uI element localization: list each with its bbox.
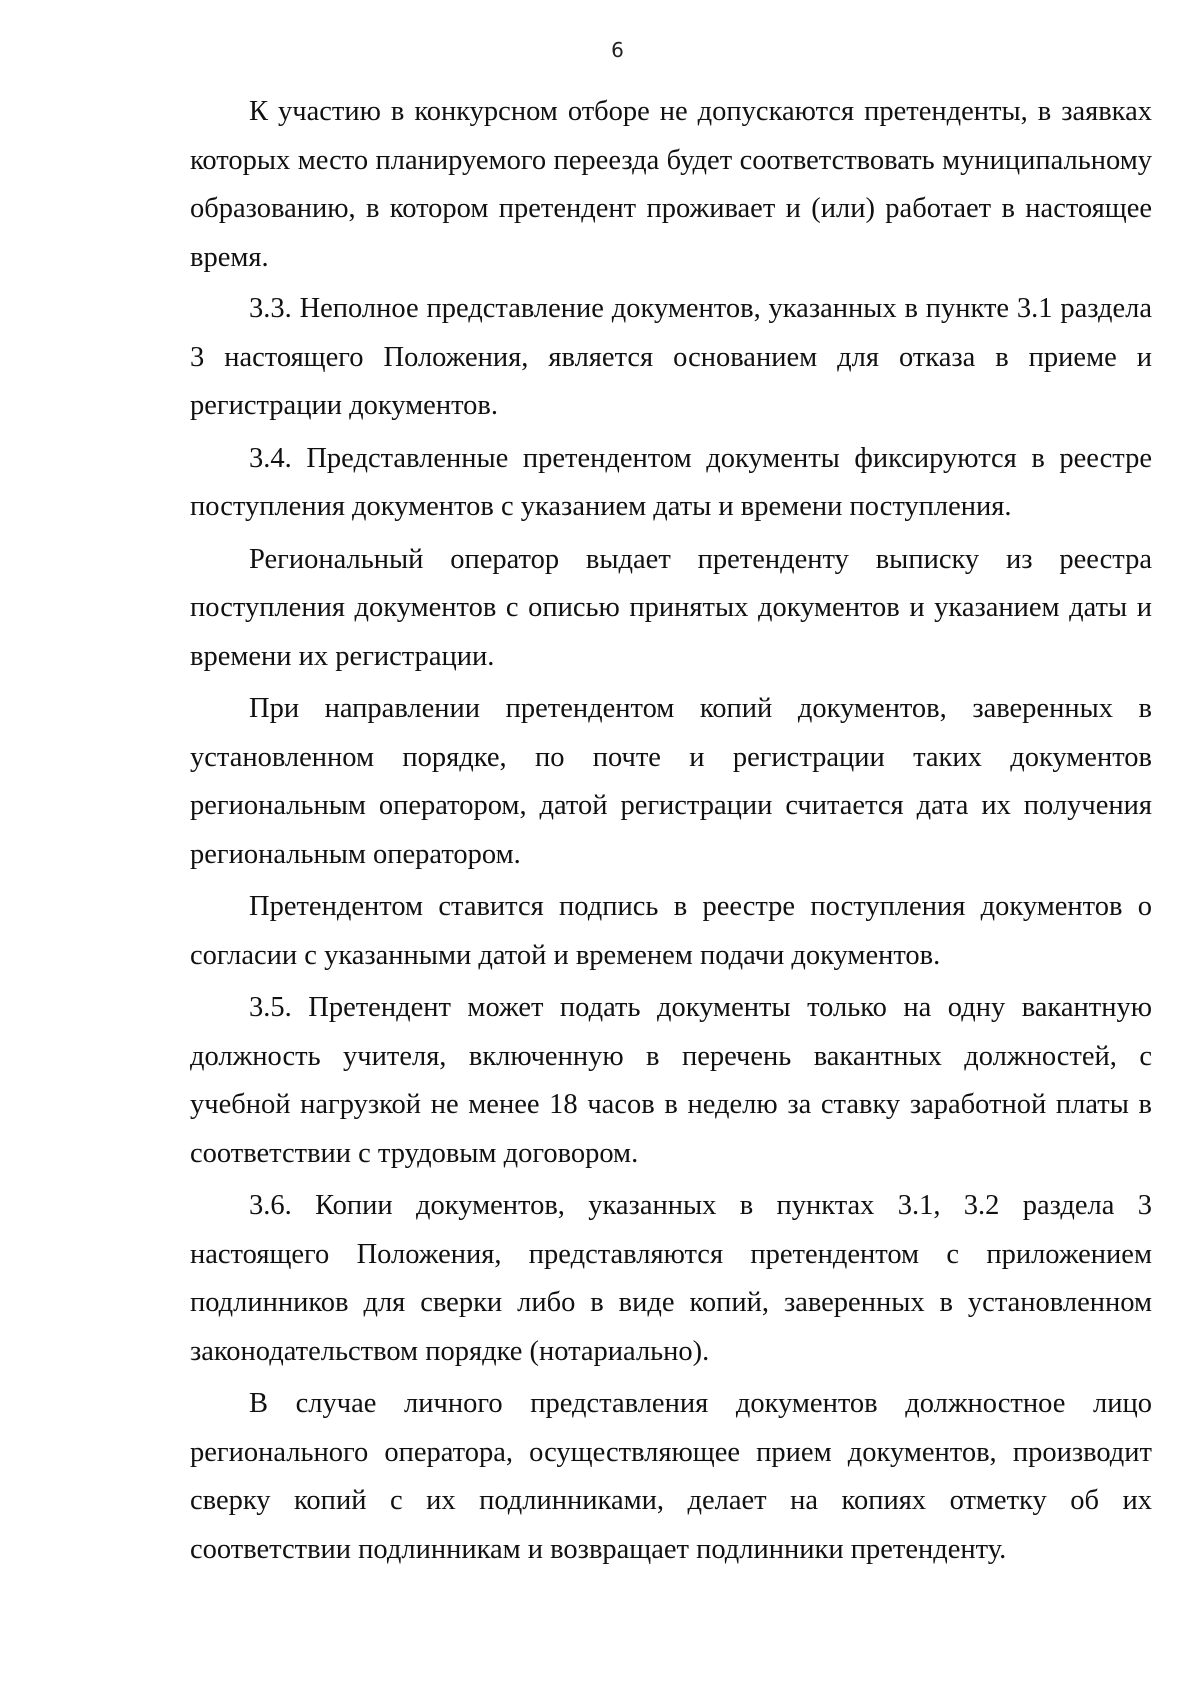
paragraph-admission-restriction: К участию в конкурсном отборе не допускаются претенденты, в заявках которых место планируемого переезда будет соответствовать муниципальному образованию, в котором претендент проживает и (или) работает в настоящее время. (190, 96, 1152, 273)
document-body (190, 88, 1152, 1574)
paragraph-3-4: 3.4. Представленные претендентом документы фиксируются в реестре поступления документов с указанием даты и времени поступления. (190, 442, 1152, 522)
paragraph-personal-submission: В случае личного представления документов должностное лицо регионального оператора, осуществляющее прием документов, производит сверку копий с их подлинниками, делает на копиях отметку об их соответствии подлинникам и возвращает подлинники претенденту. (190, 1388, 1152, 1565)
paragraph-postal-submission: При направлении претендентом копий документов, заверенных в установленном порядке, по почте и регистрации таких документов региональным оператором, датой регистрации считается дата их получения региональным оператором. (190, 693, 1152, 870)
paragraph-signature: Претендентом ставится подпись в реестре поступления документов о согласии с указанными датой и временем подачи документов. (190, 891, 1152, 971)
page-number: 6 (611, 38, 624, 62)
paragraph-3-6: 3.6. Копии документов, указанных в пунктах 3.1, 3.2 раздела 3 настоящего Положения, представляются претендентом с приложением подлинников для сверки либо в виде копий, заверенных в установленном законодательством порядке (нотариально). (190, 1190, 1152, 1367)
paragraph-registry-extract: Региональный оператор выдает претенденту выписку из реестра поступления документов с описью принятых документов и указанием даты и времени их регистрации. (190, 543, 1152, 672)
paragraph-3-3: 3.3. Неполное представление документов, указанных в пункте 3.1 раздела 3 настоящего Положения, является основанием для отказа в приеме и регистрации документов. (190, 293, 1152, 421)
paragraph-3-5: 3.5. Претендент может подать документы только на одну вакантную должность учителя, включенную в перечень вакантных должностей, с учебной нагрузкой не менее 18 часов в неделю за ставку заработной платы в соответствии с трудовым договором. (190, 992, 1152, 1169)
